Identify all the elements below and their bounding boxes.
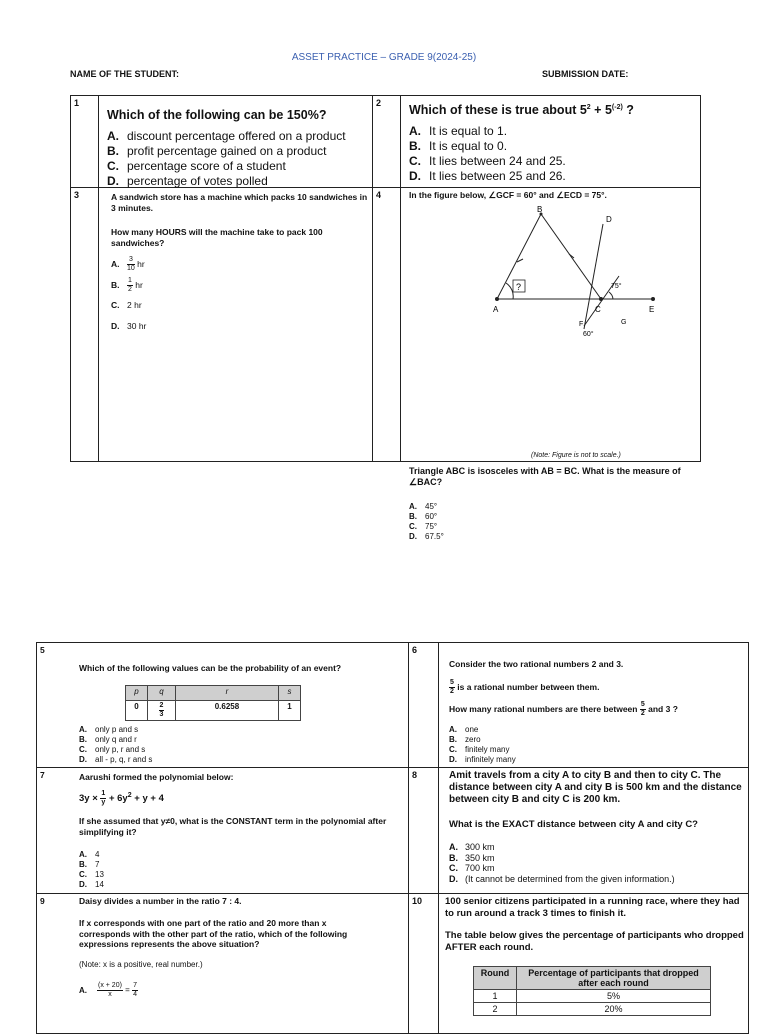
- fig-label-c: C: [595, 305, 601, 314]
- submission-date-label: SUBMISSION DATE:: [542, 69, 629, 79]
- q2-number: 2: [373, 96, 401, 188]
- q2-option-d[interactable]: D. It lies between 25 and 26.: [409, 169, 566, 184]
- page-title: ASSET PRACTICE – GRADE 9(2024-25): [291, 52, 477, 63]
- q5-value-q: $\frac{2}{3}$: [148, 701, 176, 721]
- q4-option-c[interactable]: C. 75°: [409, 522, 438, 531]
- q7-options: [79, 850, 104, 890]
- q4-option-a[interactable]: A. 45°: [409, 502, 438, 511]
- q3-stem: A sandwich store has a machine which packs 10 sandwiches in 3 minutes.: [111, 192, 368, 213]
- q6-cell: [439, 643, 749, 768]
- q10-row2-pct: 20%: [517, 1003, 711, 1016]
- q7-question: If she assumed that y≠0, what is the CONSTANT term in the polynomial after simplifying it?: [79, 816, 387, 837]
- q6-question: How many rational numbers are there between $\frac{5}{2}$ and 3 ?: [449, 701, 678, 717]
- q6-number: 6: [409, 643, 439, 768]
- q1-option-a[interactable]: A. discount percentage offered on a product: [107, 129, 346, 143]
- q10-row1-round: 1: [474, 990, 517, 1003]
- q3-option-a[interactable]: A. $\frac{3}{10}$ hr: [111, 256, 145, 272]
- q3-number: 3: [71, 188, 99, 462]
- q5-value-s: 1: [278, 701, 300, 721]
- q5-option-b[interactable]: B. only q and r: [79, 735, 137, 744]
- q6-option-d[interactable]: D. infinitely many: [449, 755, 516, 764]
- q8-option-c[interactable]: C. 700 km: [449, 863, 495, 873]
- q6-stem: Consider the two rational numbers 2 and 3.: [449, 659, 624, 669]
- q1-option-d[interactable]: D. percentage of votes polled: [107, 174, 268, 188]
- q7-cell: [37, 768, 409, 894]
- q7-option-d[interactable]: D. 14: [79, 880, 104, 889]
- q7-stem: Aarushi formed the polynomial below:: [79, 772, 234, 782]
- q8-option-a[interactable]: A. 300 km: [449, 842, 495, 852]
- q6-line2: $\frac{5}{2}$ is a rational number between them.: [450, 679, 600, 695]
- q10-cell: [439, 894, 749, 1034]
- q10-row1-pct: 5%: [517, 990, 711, 1003]
- q5-header-r: r: [175, 686, 278, 701]
- fig-label-g: G: [621, 319, 627, 326]
- q6-options: [449, 725, 516, 765]
- fig-label-f: F: [579, 321, 584, 328]
- q3-options: [111, 256, 369, 331]
- q5-table: [125, 685, 301, 721]
- q5-option-a[interactable]: A. only p and s: [79, 725, 139, 734]
- q9-number: 9: [40, 896, 45, 906]
- question-grid-top: [70, 95, 701, 541]
- q9-stem: Daisy divides a number in the ratio 7 : 4.: [79, 896, 242, 906]
- q2-question: Which of these is true about $5^2 + 5^{(-2)}$ ?: [409, 103, 634, 118]
- q9-note: (Note: x is a positive, real number.): [79, 960, 203, 969]
- q1-option-c[interactable]: C. percentage score of a student: [107, 159, 286, 173]
- student-name-label: NAME OF THE STUDENT:: [70, 69, 179, 79]
- q3-option-b[interactable]: B. $\frac{1}{2}$ hr: [111, 277, 143, 293]
- q4-figure-note: (Note: Figure is not to scale.): [531, 452, 621, 459]
- q2-options: [409, 124, 699, 184]
- fig-label-a: A: [493, 305, 499, 314]
- q10-row2-round: 2: [474, 1003, 517, 1016]
- q3-cell: [99, 188, 373, 462]
- q2-option-b[interactable]: B. It is equal to 0.: [409, 139, 508, 154]
- q6-option-a[interactable]: A. one: [449, 725, 479, 734]
- q4-cell: [401, 188, 701, 541]
- q5-question: Which of the following values can be the probability of an event?: [79, 663, 342, 673]
- q6-option-c[interactable]: C. finitely many: [449, 745, 510, 754]
- q5-options: [79, 725, 152, 765]
- q5-header-p: p: [126, 686, 148, 701]
- q10-question: The table below gives the percentage of participants who dropped AFTER each round.: [445, 930, 744, 953]
- q9-cell: [37, 894, 409, 1034]
- q5-option-c[interactable]: C. only p, r and s: [79, 745, 146, 754]
- fig-angle-60: 60°: [583, 331, 594, 338]
- q2-cell: [401, 96, 701, 188]
- q7-polynomial: 3y × $\frac{1}{y}$ + $6y^2 + y + 4$: [79, 790, 164, 806]
- q9-option-a[interactable]: A. $\frac{(x + 20)}{x}$ = $\frac{7}{4}$: [79, 982, 137, 998]
- q4-number: 4: [373, 188, 401, 462]
- q8-stem: Amit travels from a city A to city B and then to city C. The distance between city A and city B is 500 km and the distance between city B and city C is 200 km.: [449, 770, 742, 805]
- q1-cell: [99, 96, 373, 188]
- q8-option-d[interactable]: D. (It cannot be determined from the given information.): [449, 873, 675, 884]
- q3-option-d[interactable]: D. 30 hr: [111, 320, 147, 331]
- q6-option-b[interactable]: B. zero: [449, 735, 481, 744]
- q8-question: What is the EXACT distance between city A and city C?: [449, 819, 698, 830]
- q7-number: 7: [40, 770, 45, 780]
- q10-table: [473, 966, 711, 1016]
- q3-option-c[interactable]: C. 2 hr: [111, 300, 142, 310]
- q4-options: [409, 502, 444, 542]
- q5-number: 5: [40, 645, 45, 655]
- q5-cell: [37, 643, 409, 768]
- q8-option-b[interactable]: B. 350 km: [449, 852, 495, 863]
- q8-options: [449, 842, 675, 884]
- q4-question: Triangle ABC is isosceles with AB = BC. What is the measure of ∠BAC?: [409, 466, 681, 487]
- fig-label-d: D: [606, 215, 612, 224]
- q10-stem: 100 senior citizens participated in a running race, where they had to run around a track 3 times to finish it.: [445, 896, 740, 919]
- q9-question: If x corresponds with one part of the ratio and 20 more than x corresponds with the other part of the ratio, which of the following expressions represents the above situation?: [79, 918, 348, 949]
- q1-number: 1: [71, 96, 99, 188]
- q7-option-c[interactable]: C. 13: [79, 870, 104, 879]
- fig-label-b: B: [537, 205, 543, 214]
- fig-label-e: E: [649, 305, 655, 314]
- question-grid-bottom: [36, 642, 749, 1034]
- q1-option-b[interactable]: B. profit percentage gained on a product: [107, 144, 327, 158]
- q5-option-d[interactable]: D. all - p, q, r and s: [79, 755, 153, 764]
- q5-header-s: s: [278, 686, 300, 701]
- q8-number: 8: [409, 768, 439, 894]
- q10-number: 10: [409, 894, 439, 1034]
- q5-value-r: 0.6258: [175, 701, 278, 721]
- q4-figure: [461, 204, 671, 344]
- q7-option-a[interactable]: A. 4: [79, 850, 100, 859]
- fig-question-mark: ?: [516, 282, 522, 292]
- q7-option-b[interactable]: B. 7: [79, 860, 100, 869]
- q4-option-d[interactable]: D. 67.5°: [409, 532, 444, 541]
- q10-header-round: Round: [474, 967, 517, 990]
- fig-angle-75: 75°: [611, 283, 622, 290]
- q1-question: Which of the following can be 150%?: [107, 108, 327, 122]
- q1-options: [107, 129, 371, 189]
- q4-stem: In the figure below, ∠GCF = 60° and ∠ECD = 75°.: [409, 190, 607, 200]
- q2-option-a[interactable]: A. It is equal to 1.: [409, 124, 508, 139]
- q2-option-c[interactable]: C. It lies between 24 and 25.: [409, 154, 566, 169]
- q4-option-b[interactable]: B. 60°: [409, 512, 438, 521]
- q8-cell: [439, 768, 749, 894]
- q3-question: How many HOURS will the machine take to pack 100 sandwiches?: [111, 227, 323, 248]
- q5-header-q: q: [148, 686, 176, 701]
- q10-header-pct: Percentage of participants that dropped after each round: [517, 967, 711, 990]
- q5-value-p: 0: [126, 701, 148, 721]
